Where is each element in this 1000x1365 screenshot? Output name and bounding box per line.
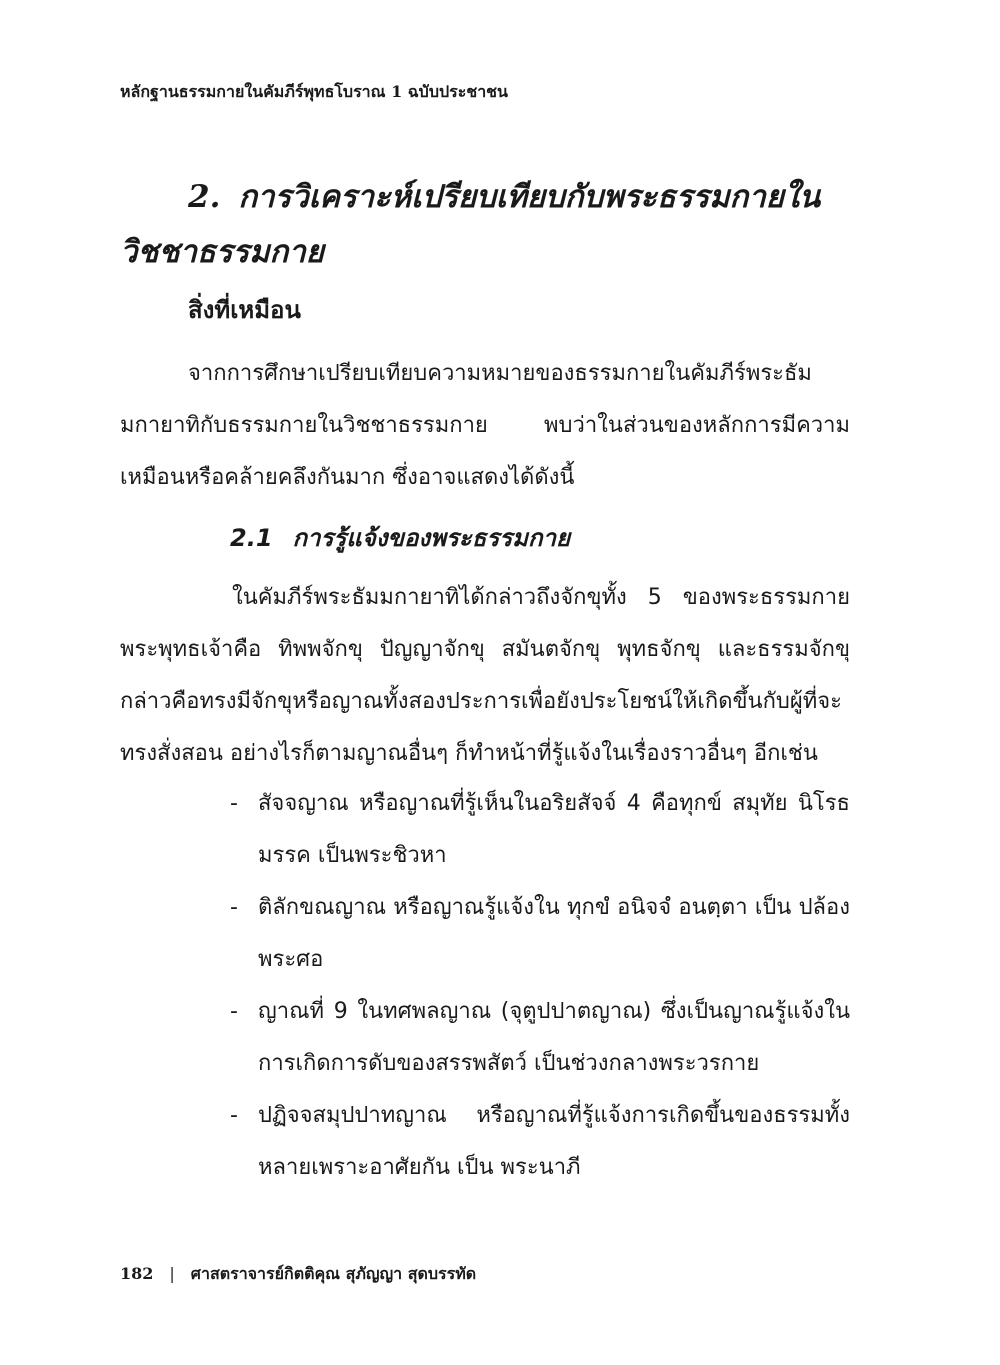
paragraph-2-text: ในคัมภีร์พระธัมมกายาทิได้กล่าวถึงจักขุทั้ง 5 ของพระธรรมกาย พระพุทธเจ้าคือ ทิพพจักขุ ปัญญาจักขุ สมันตจักขุ พุทธจักขุ และธรรมจักขุ กล่าวคือทรงมีจักขุหรือญาณทั้งสองประการเพื่อยังประโยชน์ให้เกิดขึ้นกับผู้ที่จะทรงสั่งสอน อย่างไรก็ตามญาณอื่นๆ ก็ทำหน้าที่รู้แจ้งในเรื่องราวอื่นๆ อีกเช่น (120, 585, 850, 766)
list-item-text: ปฏิจจสมุปปาทญาณ หรือญาณที่รู้แจ้งการเกิดขึ้นของธรรมทั้งหลายเพราะอาศัยกัน เป็น พระนาภี (258, 1103, 850, 1180)
list-item-text: ญาณที่ 9 ในทศพลญาณ (จุตูปปาตญาณ) ซึ่งเป็นญาณรู้แจ้งในการเกิดการดับของสรรพสัตว์ เป็นช่วงกลางพระวรกาย (258, 999, 850, 1076)
footer-author: ศาสตราจารย์กิตติคุณ สุภัญญา สุดบรรทัด (190, 1264, 477, 1283)
subsection-title (230, 518, 570, 557)
paragraph-2 (120, 572, 850, 780)
bullet-marker: - (230, 791, 238, 816)
list-item (230, 778, 850, 882)
list-item-text: ติลักขณญาณ หรือญาณรู้แจ้งใน ทุกขํ อนิจจํ อนตฺตา เป็น ปล้องพระศอ (258, 895, 850, 972)
paragraph-1-text: จากการศึกษาเปรียบเทียบความหมายของธรรมกายในคัมภีร์พระธัมมกายาทิกับธรรมกายในวิชชาธรรมกาย พบว่าในส่วนของหลักการมีความเหมือนหรือคล้ายคลึงกันมาก ซึ่งอาจแสดงได้ดังนี้ (120, 361, 850, 490)
bullet-list (230, 778, 850, 1194)
bullet-marker: - (230, 999, 238, 1024)
section-title-text: การวิเคราะห์เปรียบเทียบกับพระธรรมกายในวิชชาธรรมกาย (120, 179, 821, 270)
list-item (230, 882, 850, 986)
list-item (230, 986, 850, 1090)
page-number: 182 (120, 1264, 154, 1283)
list-item (230, 1090, 850, 1194)
subheading: สิ่งที่เหมือน (188, 296, 301, 324)
footer-separator: | (169, 1264, 175, 1283)
subsection-title-text: การรู้แจ้งของพระธรรมกาย (292, 524, 571, 552)
section-number: 2. (188, 179, 221, 215)
list-item-text: สัจจญาณ หรือญาณที่รู้เห็นในอริยสัจจ์ 4 คือทุกข์ สมุทัย นิโรธ มรรค เป็นพระชิวหา (258, 791, 850, 868)
paragraph-1 (120, 348, 850, 504)
bullet-marker: - (230, 895, 238, 920)
subsection-number: 2.1 (230, 524, 273, 552)
page-footer (120, 1262, 476, 1287)
section-title (120, 170, 880, 280)
bullet-marker: - (230, 1103, 238, 1128)
running-header: หลักฐานธรรมกายในคัมภีร์พุทธโบราณ 1 ฉบับประชาชน (120, 82, 508, 101)
